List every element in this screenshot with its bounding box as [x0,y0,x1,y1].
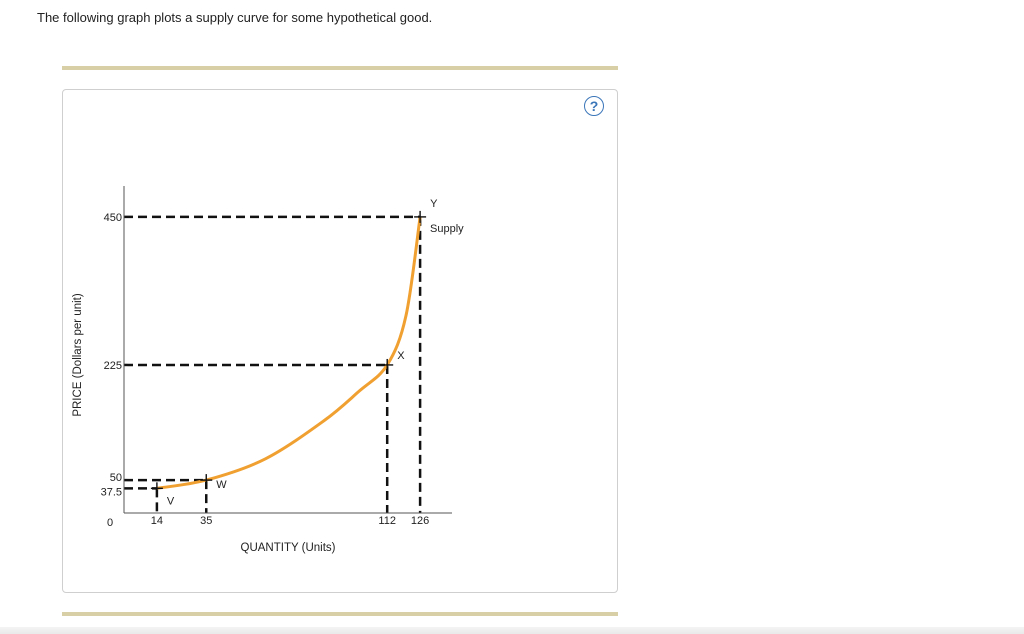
question-prompt: The following graph plots a supply curve for some hypothetical good. [37,10,433,25]
x-tick-label: 112 [378,515,396,527]
y-tick-label: 37.5 [100,486,122,499]
x-tick-label: 14 [150,515,164,527]
tick-labels [101,212,430,527]
page-footer-strip [0,627,1024,634]
y-axis-title: PRICE (Dollars per unit) [72,293,84,417]
origin-label: 0 [107,517,114,529]
question-mark-icon: ? [589,98,599,114]
point-label-x: X [397,349,405,362]
dashed-guides [124,217,420,513]
point-v-marker [151,482,163,494]
x-tick-label: 35 [200,515,213,527]
y-tick-label: 50 [109,472,122,485]
point-w-marker [200,474,212,486]
point-label-w: W [216,479,227,492]
x-tick-label: 126 [410,515,430,527]
point-label-v: V [166,495,175,508]
y-tick-label: 450 [103,211,122,224]
bottom-divider [62,612,618,616]
x-axis-title: QUANTITY (Units) [240,542,336,554]
supply-curve [157,217,420,488]
y-tick-label: 225 [103,359,122,372]
supply-curve-label: Supply [430,223,464,235]
point-y-marker [414,211,426,223]
point-label-y: Y [430,197,438,210]
